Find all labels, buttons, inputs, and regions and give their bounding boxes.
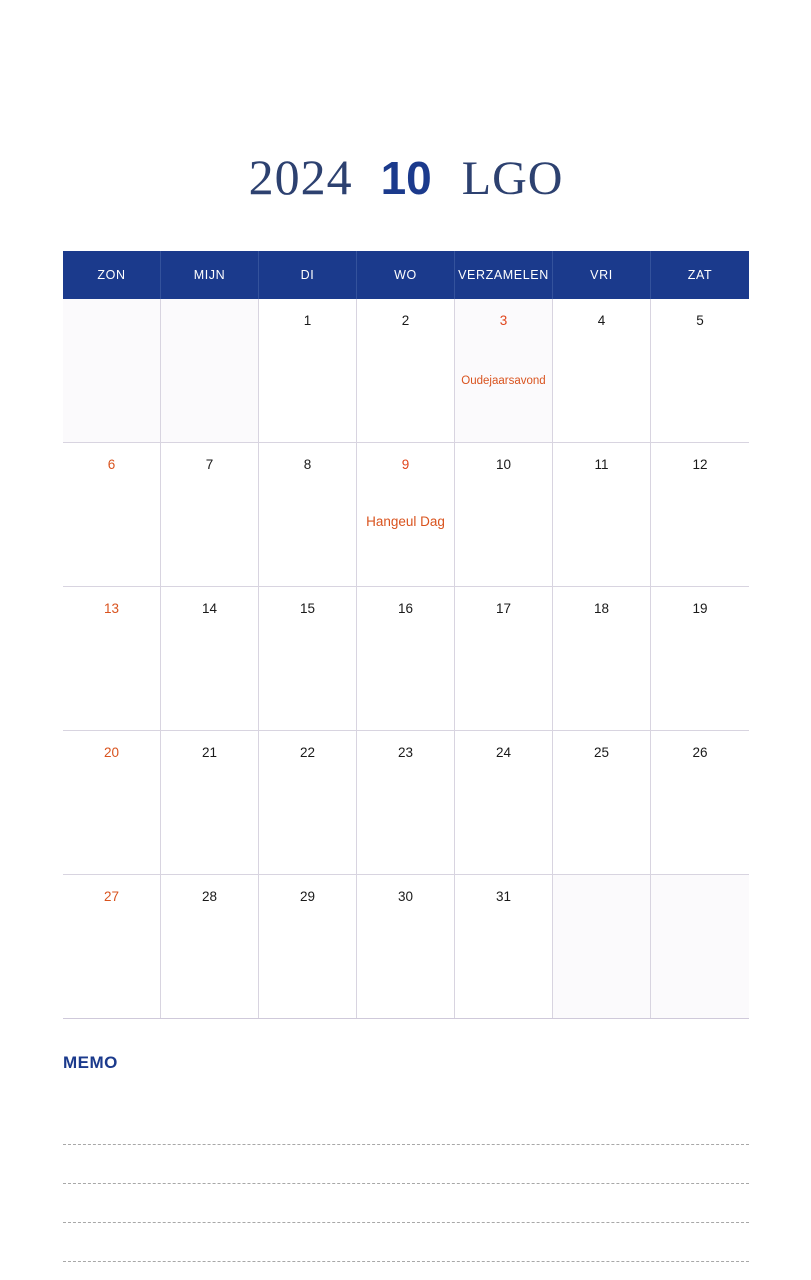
day-cell-empty xyxy=(553,875,651,1018)
day-number: 2 xyxy=(401,313,410,328)
weekday-header-fri: VRI xyxy=(553,251,651,299)
calendar-grid xyxy=(63,251,749,1019)
day-number: 7 xyxy=(205,457,214,472)
week-row xyxy=(63,299,749,443)
weekday-header-tue: DI xyxy=(259,251,357,299)
memo-lines xyxy=(63,1106,749,1262)
day-number: 19 xyxy=(692,601,708,616)
day-number: 15 xyxy=(299,601,316,616)
day-cell-6[interactable] xyxy=(63,443,161,586)
day-cell-18[interactable] xyxy=(553,587,651,730)
title-year: 2024 xyxy=(248,149,353,205)
day-cell-empty xyxy=(651,875,749,1018)
memo-line[interactable] xyxy=(63,1223,749,1262)
memo-line[interactable] xyxy=(63,1184,749,1223)
day-number: 13 xyxy=(103,601,120,616)
weekday-header-sat: ZAT xyxy=(687,268,713,282)
day-cell-19[interactable] xyxy=(651,587,749,730)
day-cell-4[interactable] xyxy=(553,299,651,442)
day-number: 4 xyxy=(597,313,606,328)
day-number: 5 xyxy=(696,313,704,328)
day-cell-30[interactable] xyxy=(357,875,455,1018)
day-number: 30 xyxy=(397,889,414,904)
week-row xyxy=(63,875,749,1019)
day-cell-23[interactable] xyxy=(357,731,455,874)
day-cell-7[interactable] xyxy=(161,443,259,586)
title-month: 10 xyxy=(380,152,432,204)
calendar-title xyxy=(63,148,749,218)
day-number: 27 xyxy=(103,889,120,904)
day-cell-15[interactable] xyxy=(259,587,357,730)
day-cell-1[interactable] xyxy=(259,299,357,442)
weekday-header-thu: VERZAMELEN xyxy=(455,251,553,299)
day-number: 6 xyxy=(107,457,116,472)
day-cell-11[interactable] xyxy=(553,443,651,586)
day-cell-20[interactable] xyxy=(63,731,161,874)
day-number: 22 xyxy=(299,745,316,760)
day-cell-14[interactable] xyxy=(161,587,259,730)
day-number: 8 xyxy=(303,457,312,472)
day-cell-3[interactable] xyxy=(455,299,553,442)
day-number: 3 xyxy=(499,313,508,328)
weekday-header-mon: MIJN xyxy=(161,251,259,299)
day-number: 29 xyxy=(299,889,316,904)
weekday-header-row xyxy=(63,251,749,299)
day-number: 24 xyxy=(495,745,512,760)
day-cell-17[interactable] xyxy=(455,587,553,730)
day-number: 18 xyxy=(593,601,610,616)
day-number: 9 xyxy=(401,457,410,472)
day-cell-12[interactable] xyxy=(651,443,749,586)
day-number: 17 xyxy=(495,601,512,616)
day-cell-empty xyxy=(63,299,161,442)
memo-heading: MEMO xyxy=(63,1053,118,1072)
day-number: 28 xyxy=(201,889,218,904)
week-row xyxy=(63,587,749,731)
weeks-container xyxy=(63,299,749,1019)
day-cell-31[interactable] xyxy=(455,875,553,1018)
day-cell-10[interactable] xyxy=(455,443,553,586)
day-number: 1 xyxy=(303,313,312,328)
day-cell-9[interactable] xyxy=(357,443,455,586)
day-cell-2[interactable] xyxy=(357,299,455,442)
day-number: 14 xyxy=(201,601,218,616)
day-cell-27[interactable] xyxy=(63,875,161,1018)
weekday-header-wed: WO xyxy=(357,251,455,299)
day-number: 16 xyxy=(397,601,414,616)
day-cell-25[interactable] xyxy=(553,731,651,874)
day-cell-24[interactable] xyxy=(455,731,553,874)
day-number: 10 xyxy=(495,457,512,472)
day-number: 11 xyxy=(594,457,609,472)
day-cell-5[interactable] xyxy=(651,299,749,442)
day-cell-21[interactable] xyxy=(161,731,259,874)
memo-line[interactable] xyxy=(63,1145,749,1184)
day-cell-8[interactable] xyxy=(259,443,357,586)
day-number: 12 xyxy=(692,457,708,472)
day-number: 23 xyxy=(397,745,414,760)
day-number: 20 xyxy=(103,745,120,760)
day-cell-22[interactable] xyxy=(259,731,357,874)
day-number: 26 xyxy=(692,745,708,760)
day-number: 21 xyxy=(201,745,218,760)
day-number: 31 xyxy=(495,889,512,904)
day-event-label: Oudejaarsavond xyxy=(461,375,546,387)
weekday-header-sun: ZON xyxy=(63,251,161,299)
day-cell-28[interactable] xyxy=(161,875,259,1018)
day-cell-empty xyxy=(161,299,259,442)
day-cell-16[interactable] xyxy=(357,587,455,730)
day-cell-26[interactable] xyxy=(651,731,749,874)
week-row xyxy=(63,731,749,875)
day-event-label: Hangeul Dag xyxy=(366,514,445,529)
title-label: LGO xyxy=(461,152,564,205)
week-row xyxy=(63,443,749,587)
day-number: 25 xyxy=(593,745,610,760)
day-cell-29[interactable] xyxy=(259,875,357,1018)
memo-line[interactable] xyxy=(63,1106,749,1145)
day-cell-13[interactable] xyxy=(63,587,161,730)
